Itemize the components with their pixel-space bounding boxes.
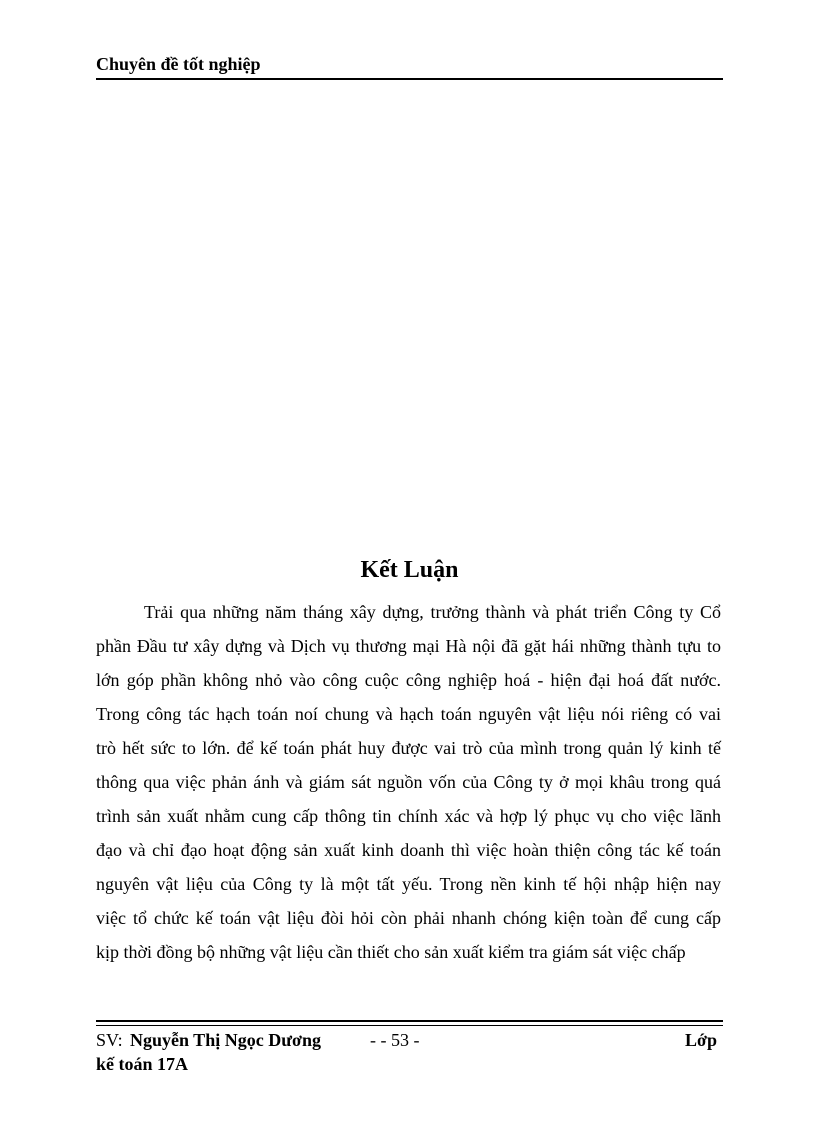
footer-sv-prefix: SV: (96, 1030, 123, 1050)
paragraph-line: nguyên vật liệu của Công ty là một tất yếu. Trong nền kinh tế hội nhập hiện nay (96, 874, 721, 894)
page-footer (96, 1028, 723, 1076)
footer-student-name: Nguyễn Thị Ngọc Dương (130, 1030, 321, 1050)
paragraph-line: trình sản xuất nhằm cung cấp thông tin chính xác và hợp lý phục vụ cho việc lãnh (96, 806, 721, 826)
paragraph-line: thông qua việc phản ánh và giám sát nguồn vốn của Công ty ở mọi khâu trong quá (96, 772, 721, 792)
page-header (96, 52, 723, 80)
footer-page-number: - - 53 - (370, 1030, 420, 1050)
paragraph-line: Trải qua những năm tháng xây dựng, trưởng thành và phát triển Công ty Cổ (144, 602, 721, 622)
conclusion-paragraph (96, 595, 721, 969)
section-title: Kết Luận (360, 557, 459, 583)
paragraph-line: lớn góp phần không nhỏ vào công cuộc công nghiệp hoá - hiện đại hoá đất nước. (96, 670, 721, 690)
paragraph-line: trò hết sức to lớn. để kế toán phát huy được vai trò của mình trong quản lý kinh tế (96, 738, 721, 758)
footer-class-label: Lớp (685, 1030, 717, 1050)
paragraph-line: Trong công tác hạch toán noí chung và hạch toán nguyên vật liệu nói riêng có vai (96, 704, 721, 724)
footer-rule-thin (96, 1025, 723, 1026)
paragraph-line: đạo và chỉ đạo hoạt động sản xuất kinh doanh thì việc hoàn thiện công tác kế toán (96, 840, 721, 860)
header-title: Chuyên đề tốt nghiệp (96, 54, 261, 74)
footer-rule (96, 1020, 723, 1022)
paragraph-line: phần Đầu tư xây dựng và Dịch vụ thương mại Hà nội đã gặt hái những thành tựu to (96, 636, 721, 656)
paragraph-line: việc tổ chức kế toán vật liệu đòi hỏi còn phải nhanh chóng kiện toàn để cung cấp (96, 908, 721, 928)
footer-class-name: kế toán 17A (96, 1054, 189, 1074)
footer-row (96, 1028, 723, 1052)
paragraph-line: kịp thời đồng bộ những vật liệu cần thiết cho sản xuất kiểm tra giám sát việc chấp (96, 942, 686, 962)
